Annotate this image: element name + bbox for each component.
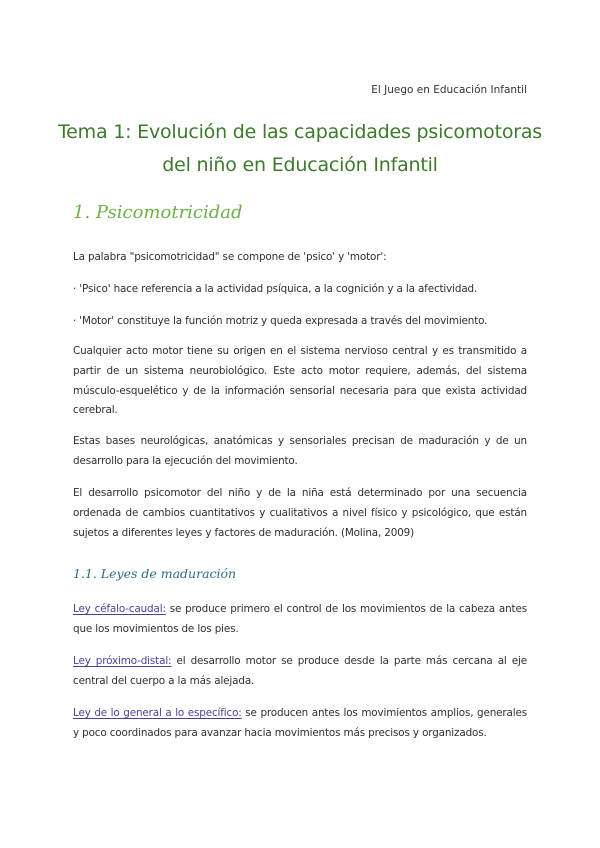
paragraph-bases: Estas bases neurológicas, anatómicas y sensoriales precisan de maduración y de un desarrollo para la ejecución del movimiento. — [73, 435, 527, 467]
paragraph-intro: La palabra "psicomotricidad" se compone de 'psico' y 'motor': — [73, 251, 387, 263]
law-name-cefalo-caudal[interactable]: Ley céfalo-caudal: — [73, 603, 166, 615]
law-name-proximo-distal[interactable]: Ley próximo-distal: — [73, 655, 172, 667]
title-line-1: Tema 1: Evolución de las capacidades psicomotoras — [57, 121, 543, 143]
paragraph-acto-motor: Cualquier acto motor tiene su origen en el sistema nervioso central y es transmitido a partir de un sistema neurobiológico. Este acto motor requiere, además, del sistema músculo-esquelético y de la información sensorial necesaria para que exista actividad cerebral. — [73, 345, 527, 417]
law-text-general-especifico: se producen antes los movimientos amplios, generales y poco coordinados para avanzar hacia movimientos más precisos y organizados. — [73, 707, 527, 739]
paragraph-psico: · 'Psico' hace referencia a la actividad psíquica, a la cognición y a la afectividad. — [73, 283, 478, 295]
paragraph-desarrollo: El desarrollo psicomotor del niño y de la niña está determinado por una secuencia ordenada de cambios cuantitativos y cualitativos a nivel físico y psicológico, que están sujetos a diferentes leyes y factores de maduración. (Molina, 2009) — [73, 487, 527, 539]
subsection-heading-leyes: 1.1. Leyes de maduración — [73, 566, 237, 581]
title-line-2: del niño en Educación Infantil — [162, 154, 438, 176]
law-name-general-especifico[interactable]: Ley de lo general a lo específico: — [73, 707, 242, 719]
page-title — [53, 116, 547, 182]
law-text-proximo-distal: el desarrollo motor se produce desde la parte más cercana al eje central del cuerpo a la más alejada. — [73, 655, 527, 687]
law-paragraph-general-especifico — [73, 704, 527, 744]
running-header: El Juego en Educación Infantil — [371, 84, 527, 96]
section-heading-psicomotricidad: 1. Psicomotricidad — [73, 202, 243, 223]
law-paragraph-cefalo-caudal — [73, 600, 527, 640]
law-paragraph-proximo-distal — [73, 652, 527, 692]
paragraph-motor: · 'Motor' constituye la función motriz y queda expresada a través del movimiento. — [73, 315, 488, 327]
law-text-cefalo-caudal: se produce primero el control de los movimientos de la cabeza antes que los movimientos de los pies. — [73, 603, 527, 635]
